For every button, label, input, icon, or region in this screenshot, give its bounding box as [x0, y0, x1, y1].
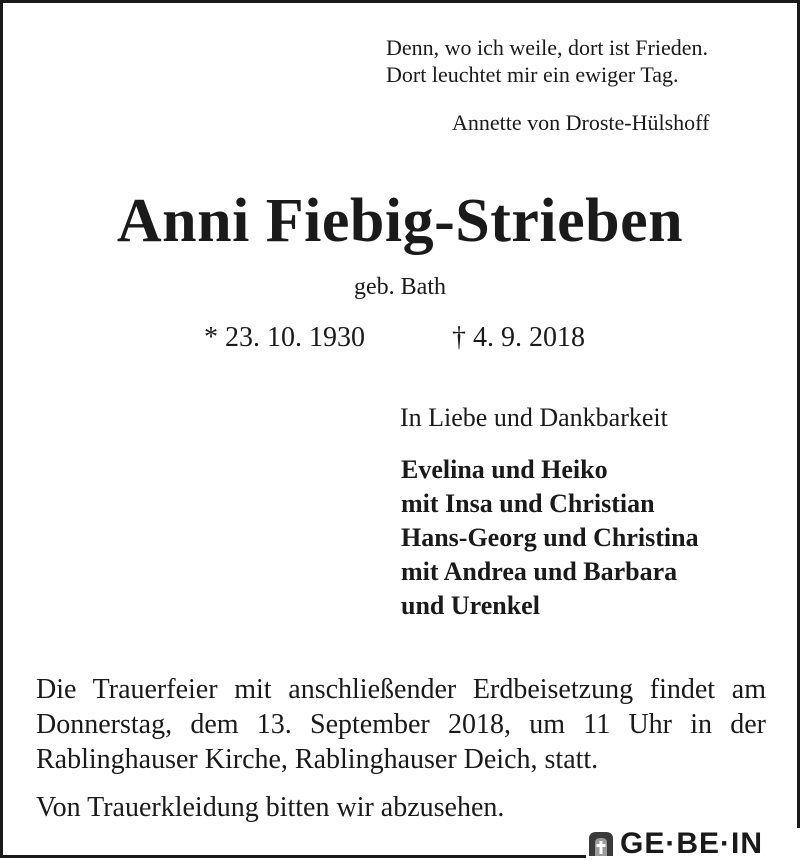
mourner-line: mit Insa und Christian	[401, 489, 655, 518]
mourner-line: und Urenkel	[401, 591, 540, 620]
ceremony-line: Donnerstag, dem 13. September 2018, um 11 Uhr in der	[36, 709, 766, 740]
quote-line: Dort leuchtet mir ein ewiger Tag.	[386, 62, 679, 87]
mourner-line: Hans-Georg und Christina	[401, 523, 699, 552]
quote-author: Annette von Droste-Hülshoff	[452, 110, 710, 135]
deceased-name: Anni Fiebig-Strieben	[116, 187, 684, 255]
maiden-name: geb. Bath	[354, 274, 446, 300]
mourner-line: mit Andrea und Barbara	[401, 557, 678, 586]
birth-date: * 23. 10. 1930	[204, 322, 365, 353]
attire-request: Von Trauerkleidung bitten wir abzusehen.	[36, 792, 505, 823]
mourner-line: Evelina und Heiko	[401, 455, 608, 484]
quote-line: Denn, wo ich weile, dort ist Frieden.	[386, 35, 708, 60]
ceremony-details	[36, 672, 766, 777]
gebein-logo-icon	[586, 829, 616, 859]
mourners-list	[401, 453, 699, 623]
mourners-intro: In Liebe und Dankbarkeit	[400, 403, 668, 432]
death-date: † 4. 9. 2018	[452, 322, 585, 353]
ceremony-line: Die Trauerfeier mit anschließender Erdbeisetzung findet am	[36, 674, 766, 705]
ceremony-line: Rablinghauser Kirche, Rablinghauser Deich, statt.	[36, 744, 599, 775]
epigraph-quote	[386, 34, 708, 88]
logo-text: GE·BE·IN	[620, 827, 763, 860]
publisher-logo	[586, 828, 800, 860]
